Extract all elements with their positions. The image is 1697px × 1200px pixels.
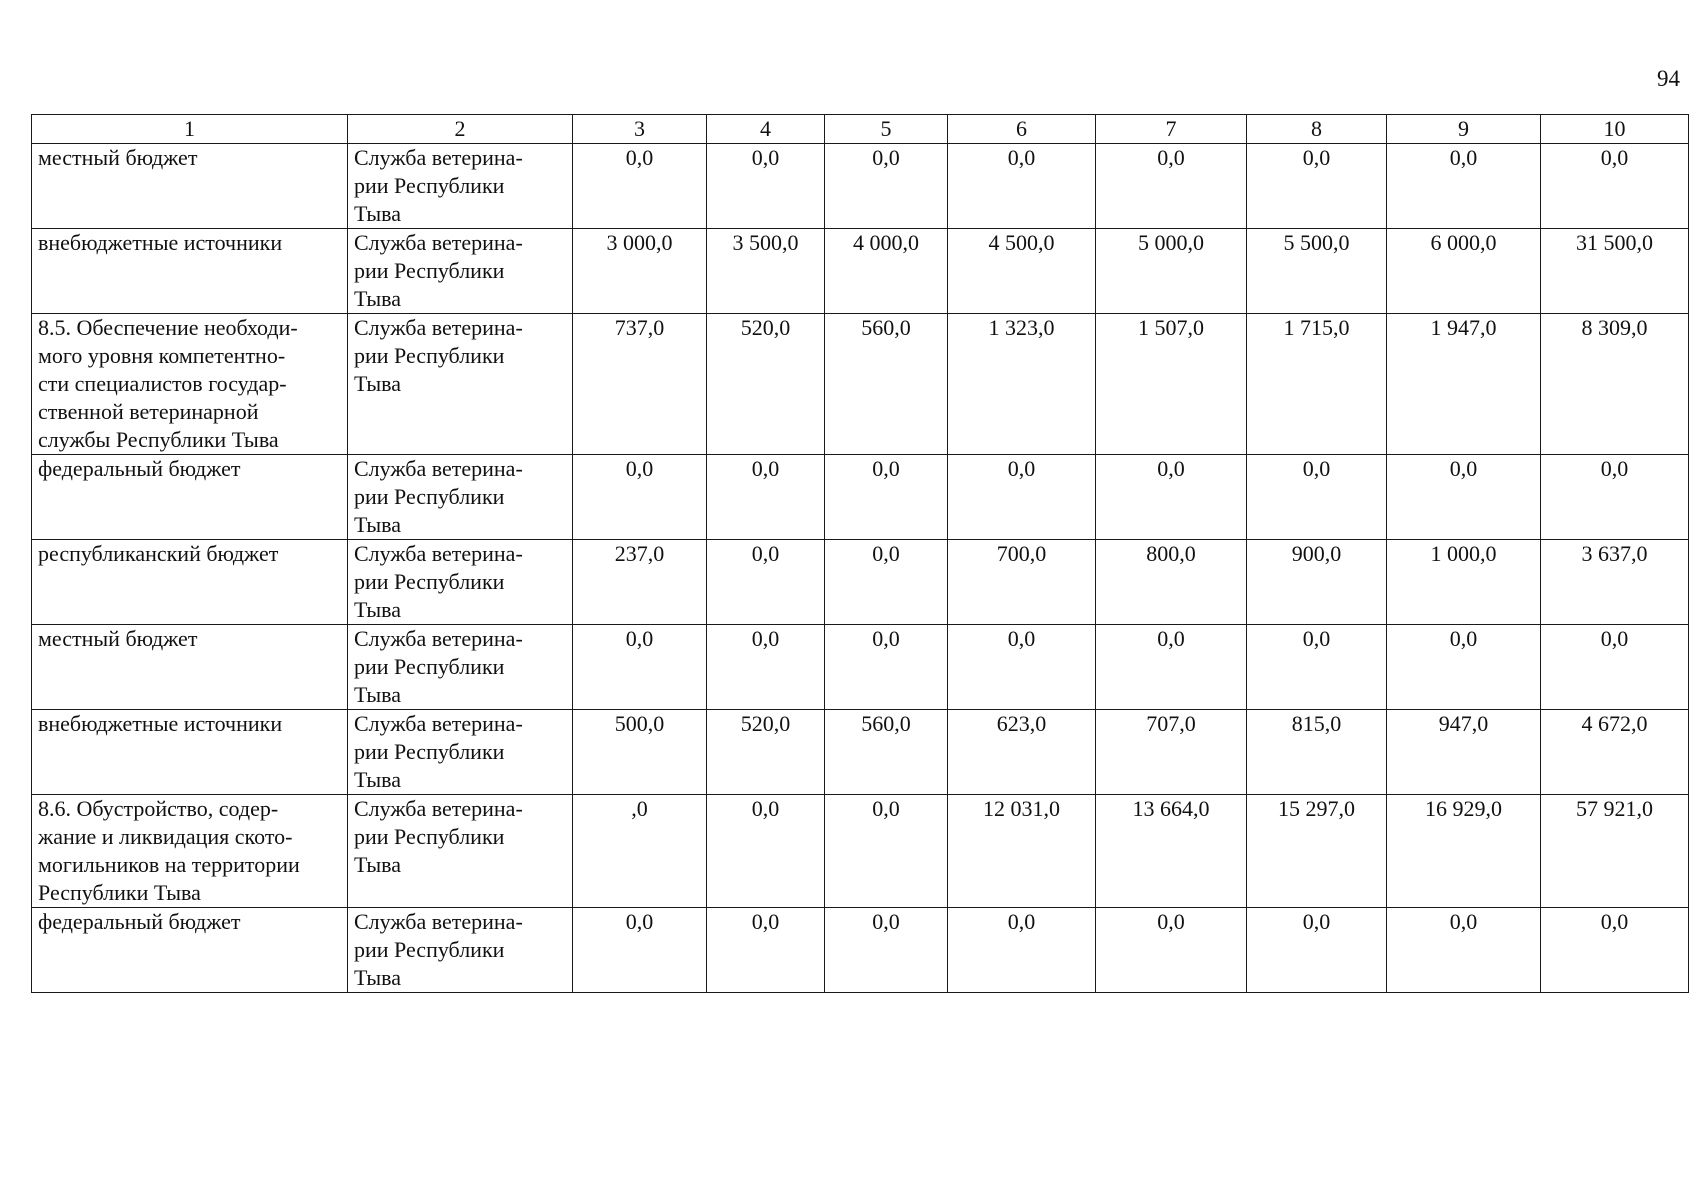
- value-cell: 3 000,0: [573, 229, 707, 314]
- value-cell: 0,0: [1387, 144, 1541, 229]
- row-executor: Служба ветерина- рии Республики Тыва: [354, 626, 523, 707]
- value-cell: 0,0: [1096, 455, 1247, 540]
- value-cell: 0,0: [707, 455, 825, 540]
- row-executor: Служба ветерина- рии Республики Тыва: [354, 909, 523, 990]
- value-cell: 6 000,0: [1387, 229, 1541, 314]
- value-cell: 0,0: [1247, 908, 1387, 993]
- value-cell: 0,0: [1541, 625, 1689, 710]
- value-cell: 0,0: [825, 908, 948, 993]
- row-name: внебюджетные источники: [38, 711, 283, 736]
- value-cell: 0,0: [573, 908, 707, 993]
- value-cell: 0,0: [1541, 908, 1689, 993]
- value-cell: 0,0: [1247, 455, 1387, 540]
- row-name: внебюджетные источники: [38, 230, 283, 255]
- value-cell: 15 297,0: [1247, 795, 1387, 908]
- value-cell: 0,0: [573, 455, 707, 540]
- value-cell: 0,0: [1247, 144, 1387, 229]
- table-row: [32, 314, 1689, 455]
- row-name: местный бюджет: [38, 626, 198, 651]
- value-cell: 0,0: [1387, 625, 1541, 710]
- table-row: [32, 710, 1689, 795]
- header-cell: 10: [1541, 115, 1689, 144]
- value-cell: 0,0: [1096, 144, 1247, 229]
- value-cell: 57 921,0: [1541, 795, 1689, 908]
- header-cell: 9: [1387, 115, 1541, 144]
- value-cell: 1 000,0: [1387, 540, 1541, 625]
- value-cell: 3 500,0: [707, 229, 825, 314]
- row-name: 8.6. Обустройство, содер- жание и ликвидация ското- могильников на территории Республики Тыва: [38, 796, 300, 905]
- value-cell: 4 500,0: [948, 229, 1096, 314]
- value-cell: 0,0: [825, 795, 948, 908]
- value-cell: 1 947,0: [1387, 314, 1541, 455]
- value-cell: 4 000,0: [825, 229, 948, 314]
- value-cell: 0,0: [825, 540, 948, 625]
- table-row: [32, 540, 1689, 625]
- value-cell: 5 000,0: [1096, 229, 1247, 314]
- row-executor: Служба ветерина- рии Республики Тыва: [354, 796, 523, 877]
- value-cell: 5 500,0: [1247, 229, 1387, 314]
- table-row: [32, 625, 1689, 710]
- value-cell: 707,0: [1096, 710, 1247, 795]
- value-cell: 0,0: [707, 144, 825, 229]
- header-cell: 1: [32, 115, 348, 144]
- row-executor: Служба ветерина- рии Республики Тыва: [354, 541, 523, 622]
- value-cell: 700,0: [948, 540, 1096, 625]
- table-row: [32, 144, 1689, 229]
- value-cell: 1 715,0: [1247, 314, 1387, 455]
- value-cell: 0,0: [948, 455, 1096, 540]
- value-cell: 500,0: [573, 710, 707, 795]
- value-cell: 0,0: [1387, 455, 1541, 540]
- value-cell: 0,0: [707, 795, 825, 908]
- table-row: [32, 455, 1689, 540]
- header-cell: 3: [573, 115, 707, 144]
- value-cell: 0,0: [1541, 144, 1689, 229]
- value-cell: 800,0: [1096, 540, 1247, 625]
- value-cell: 0,0: [707, 908, 825, 993]
- row-executor: Служба ветерина- рии Республики Тыва: [354, 711, 523, 792]
- value-cell: 0,0: [825, 455, 948, 540]
- value-cell: 237,0: [573, 540, 707, 625]
- table-row: [32, 795, 1689, 908]
- value-cell: 0,0: [707, 540, 825, 625]
- value-cell: 0,0: [1096, 908, 1247, 993]
- value-cell: 560,0: [825, 314, 948, 455]
- row-name: местный бюджет: [38, 145, 198, 170]
- row-name: федеральный бюджет: [38, 456, 241, 481]
- table-row: [32, 229, 1689, 314]
- header-cell: 4: [707, 115, 825, 144]
- value-cell: 0,0: [948, 908, 1096, 993]
- value-cell: 560,0: [825, 710, 948, 795]
- page-number: 94: [1657, 66, 1680, 91]
- value-cell: 623,0: [948, 710, 1096, 795]
- table-row: [32, 908, 1689, 993]
- header-cell: 5: [825, 115, 948, 144]
- header-cell: 2: [348, 115, 573, 144]
- value-cell: 0,0: [1247, 625, 1387, 710]
- value-cell: 13 664,0: [1096, 795, 1247, 908]
- value-cell: 3 637,0: [1541, 540, 1689, 625]
- value-cell: 900,0: [1247, 540, 1387, 625]
- value-cell: 0,0: [1387, 908, 1541, 993]
- value-cell: 1 507,0: [1096, 314, 1247, 455]
- table-header-row: [32, 115, 1689, 144]
- row-executor: Служба ветерина- рии Республики Тыва: [354, 315, 523, 396]
- value-cell: 16 929,0: [1387, 795, 1541, 908]
- value-cell: 0,0: [948, 144, 1096, 229]
- row-name: республиканский бюджет: [38, 541, 279, 566]
- value-cell: 0,0: [825, 625, 948, 710]
- value-cell: 4 672,0: [1541, 710, 1689, 795]
- value-cell: 0,0: [573, 625, 707, 710]
- row-executor: Служба ветерина- рии Республики Тыва: [354, 230, 523, 311]
- row-executor: Служба ветерина- рии Республики Тыва: [354, 145, 523, 226]
- value-cell: 0,0: [825, 144, 948, 229]
- value-cell: 0,0: [1096, 625, 1247, 710]
- budget-table: [31, 114, 1689, 993]
- value-cell: 0,0: [1541, 455, 1689, 540]
- value-cell: 520,0: [707, 710, 825, 795]
- value-cell: 520,0: [707, 314, 825, 455]
- header-cell: 8: [1247, 115, 1387, 144]
- value-cell: 0,0: [573, 144, 707, 229]
- value-cell: 31 500,0: [1541, 229, 1689, 314]
- value-cell: 737,0: [573, 314, 707, 455]
- value-cell: ,0: [573, 795, 707, 908]
- value-cell: 0,0: [707, 625, 825, 710]
- value-cell: 947,0: [1387, 710, 1541, 795]
- value-cell: 0,0: [948, 625, 1096, 710]
- header-cell: 7: [1096, 115, 1247, 144]
- header-cell: 6: [948, 115, 1096, 144]
- row-name: 8.5. Обеспечение необходи- мого уровня компетентно- сти специалистов государ- ственной ветеринарной службы Республики Тыва: [38, 315, 298, 452]
- value-cell: 8 309,0: [1541, 314, 1689, 455]
- value-cell: 12 031,0: [948, 795, 1096, 908]
- value-cell: 1 323,0: [948, 314, 1096, 455]
- value-cell: 815,0: [1247, 710, 1387, 795]
- row-name: федеральный бюджет: [38, 909, 241, 934]
- row-executor: Служба ветерина- рии Республики Тыва: [354, 456, 523, 537]
